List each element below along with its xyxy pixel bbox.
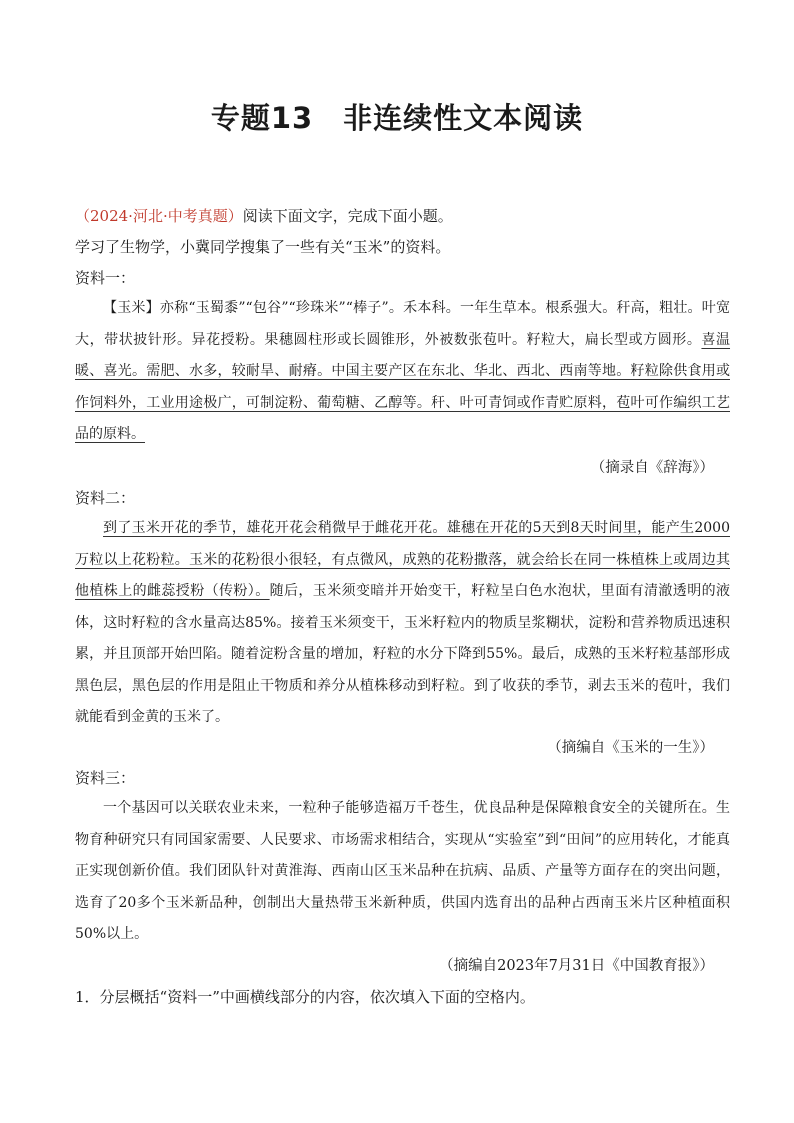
- material1-underlined-text: 喜温暖、喜光。需肥、水多，较耐旱、耐瘠。中国主要产区在东北、华北、西北、西南等地。籽粒除供食用或作饲料外，工业用途极广，可制淀粉、葡萄糖、乙醇等。秆、叶可青饲或作青贮原料，苞叶可作编织工艺品的原料。: [75, 331, 731, 442]
- material3-citation: （摘编自2023年7月31日《中国教育报》）: [439, 958, 714, 974]
- material1-body: [75, 293, 730, 451]
- material2-citation: （摘编自《玉米的一生》）: [547, 740, 714, 756]
- question-1: 1．分层概括“资料一”中画横线部分的内容，依次填入下面的空格内。: [75, 988, 535, 1006]
- material2-text-b: 随后，玉米须变暗并开始变干，籽粒呈白色水泡状，里面有清澈透明的液体，这时籽粒的含水量高达85%。接着玉米须变干，玉米籽粒内的物质呈浆糊状，淀粉和营养物质迅速积累，并且顶部开始凹陷。随着淀粉含量的增加，籽粒的水分下降到55%。最后，成熟的玉米籽粒基部形成黑色层，黑色层的作用是阻止干物质和养分从植株移动到籽粒。到了收获的季节，剥去玉米的苞叶，我们就能看到金黄的玉米了。: [75, 583, 731, 725]
- material2-underlined-text: 到了玉米开花的季节，雄花开花会稍微早于雌花开花。雄穗在开花的5天到8天时间里，能产生2000万粒以上花粉粒。玉米的花粉很小很轻，有点微风，成熟的花粉撒落，就会给长在同一株植株上或周边其他植株上的雌蕊授粉（传粉）。: [75, 520, 730, 599]
- page-title: 专题13 非连续性文本阅读: [210, 101, 584, 135]
- material3-text: 一个基因可以关联农业未来，一粒种子能够造福万千苍生，优良品种是保障粮食安全的关键所在。生物育种研究只有同国家需要、人民要求、市场需求相结合，实现从“实验室”到“田间”的应用转化，才能真正实现创新价值。我们团队针对黄淮海、西南山区玉米品种在抗病、品质、产量等方面存在的突出问题，选育了20多个玉米新品种，创制出大量热带玉米新种质，供国内选育出的品种占西南玉米片区种植面积50%以上。: [75, 800, 730, 942]
- material1-text-a: 【玉米】亦称“玉蜀黍”“包谷”“珍珠米”“棒子”。禾本科。一年生草本。根系强大。秆高，粗壮。叶宽大，带状披针形。异花授粉。果穗圆柱形或长圆锥形，外被数张苞叶。籽粒大，扁长型或方圆形。: [75, 300, 730, 348]
- intro-context: 学习了生物学，小冀同学搜集了一些有关“玉米”的资料。: [75, 238, 451, 256]
- source-tag: （2024·河北·中考真题）: [75, 207, 243, 225]
- material3-body: [75, 793, 730, 951]
- material1-citation: （摘录自《辞海》）: [590, 460, 714, 476]
- intro-line: [75, 205, 453, 226]
- intro-instruction: 阅读下面文字，完成下面小题。: [242, 207, 453, 225]
- material1-label: 资料一：: [75, 269, 136, 287]
- material2-body: [75, 513, 730, 734]
- material3-label: 资料三：: [75, 769, 136, 787]
- material2-label: 资料二：: [75, 489, 136, 507]
